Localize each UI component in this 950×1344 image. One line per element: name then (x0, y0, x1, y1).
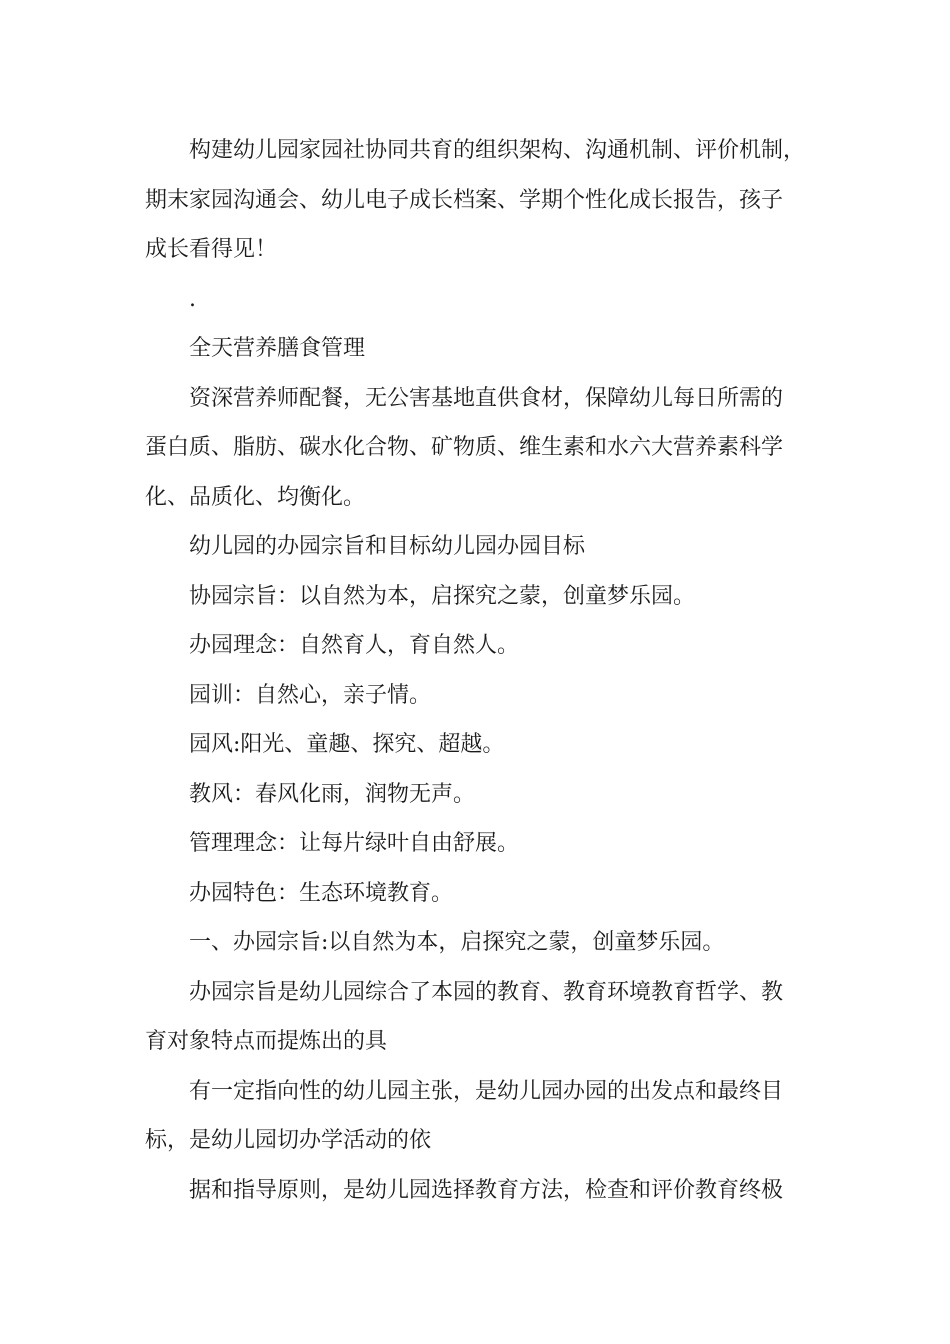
text-line: 办园宗旨是幼儿园综合了本园的教育、教育环境教育哲学、教 (189, 979, 784, 1005)
text-line: 园训：自然心，亲子情。 (189, 682, 432, 708)
text-line: 一、办园宗旨:以自然为本，启探究之蒙，创童梦乐园。 (189, 930, 725, 955)
paragraph-style (145, 720, 810, 770)
text-line: 教风：春风化雨，润物无声。 (189, 781, 476, 807)
paragraph-purpose-explain-1 (145, 968, 810, 1067)
document-body (145, 126, 810, 1215)
text-line: 资深营养师配餐，无公害基地直供食材，保障幼儿每日所需的 (189, 385, 784, 411)
paragraph-purpose-explain-3 (145, 1166, 810, 1216)
text-line: 有一定指向性的幼儿园主张，是幼儿园办园的出发点和最终目 (189, 1078, 784, 1104)
text-line: 育对象特点而提炼出的具 (145, 1029, 388, 1054)
text-line: 成长看得见！ (145, 237, 278, 262)
paragraph-purpose-explain-2 (145, 1067, 810, 1166)
paragraph-purpose-heading (145, 522, 810, 572)
text-line: 幼儿园的办园宗旨和目标幼儿园办园目标 (189, 534, 586, 559)
paragraph-management (145, 819, 810, 869)
text-line: 蛋白质、脂肪、碳水化合物、矿物质、维生素和水六大营养素科学 (145, 435, 784, 460)
text-line: 期末家园沟通会、幼儿电子成长档案、学期个性化成长报告，孩子 (145, 187, 784, 213)
paragraph-dot (145, 275, 810, 325)
text-line: 办园理念：自然育人，育自然人。 (189, 633, 520, 658)
text-line: 全天营养膳食管理 (189, 336, 366, 361)
text-line: 园风:阳光、童趣、探究、超越。 (189, 732, 505, 757)
text-line: . (189, 286, 196, 312)
text-line: 协园宗旨：以自然为本，启探究之蒙，创童梦乐园。 (189, 583, 696, 609)
text-line: 据和指导原则，是幼儿园选择教育方法，检查和评价教育终极 (189, 1177, 784, 1203)
text-line: 化、品质化、均衡化。 (145, 484, 366, 510)
paragraph-section-one (145, 918, 810, 968)
text-line: 办园特色：生态环境教育。 (189, 880, 454, 906)
paragraph-teaching-style (145, 770, 810, 820)
text-line: 标，是幼儿园切办学活动的依 (145, 1128, 432, 1153)
paragraph-motto (145, 671, 810, 721)
paragraph-coeducation (145, 126, 810, 275)
paragraph-purpose (145, 572, 810, 622)
paragraph-nutrition-heading (145, 324, 810, 374)
paragraph-feature (145, 869, 810, 919)
text-line: 构建幼儿园家园社协同共育的组织架构、沟通机制、评价机制， (189, 138, 806, 163)
paragraph-philosophy (145, 621, 810, 671)
text-line: 管理理念：让每片绿叶自由舒展。 (189, 831, 520, 856)
paragraph-nutrition-body (145, 374, 810, 523)
